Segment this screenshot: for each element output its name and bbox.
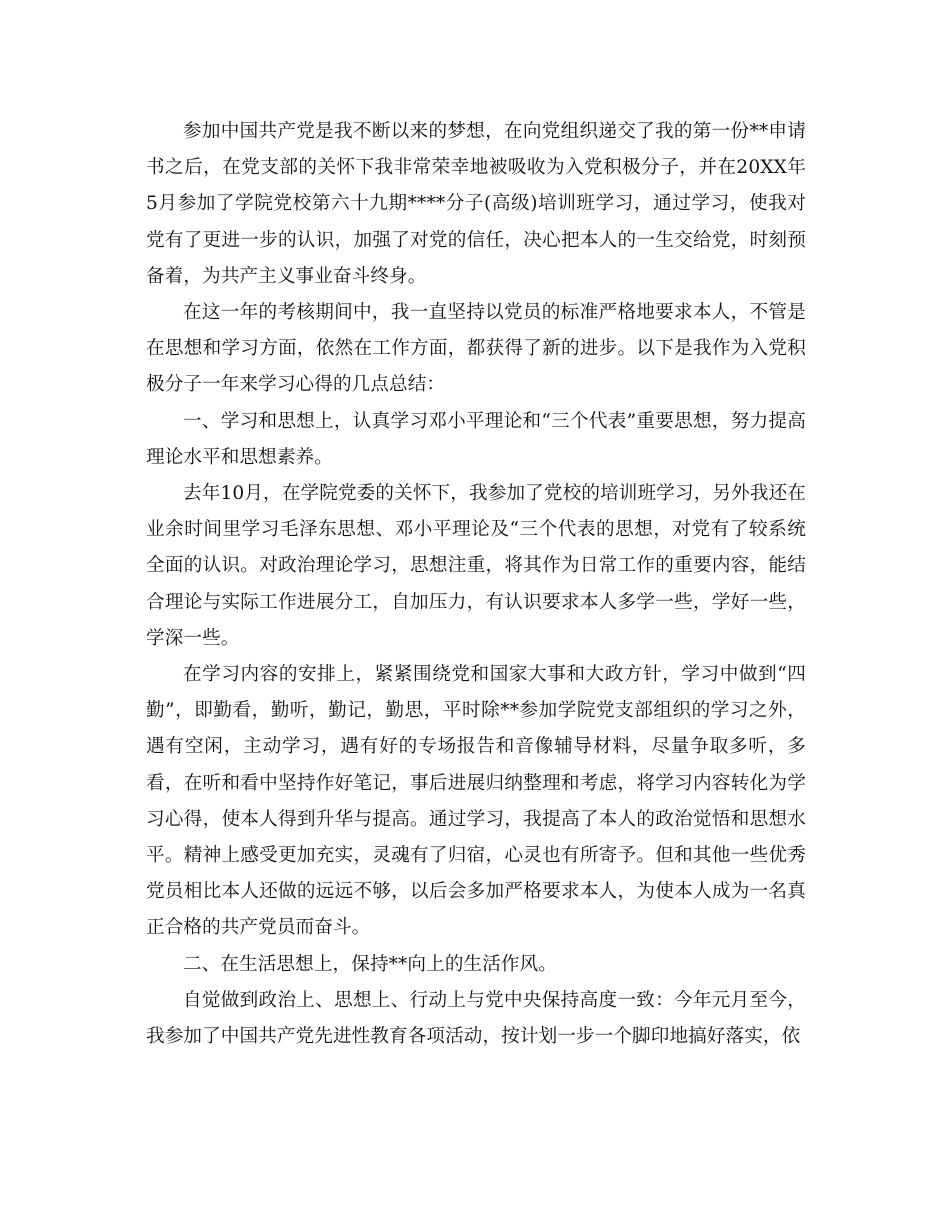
section-heading: 二、在生活思想上，保持**向上的生活作风。 [183, 953, 557, 975]
paragraph: 在学习内容的安排上，紧紧围绕党和国家大事和大政方针，学习中做到“四勤”，即勤看，勤听，勤记，勤思，平时除**参加学院党支部组织的学习之外，遇有空闲，主动学习，遇有好的专场报告和音像辅导材料，尽量争取多听，多看，在听和看中坚持作好笔记，事后进展归纳整理和考虑，将学习内容转化为学习心得，使本人得到升华与提高。通过学习，我提高了本人的政治觉悟和思想水平。精神上感受更加充实，灵魂有了归宿，心灵也有所寄予。但和其他一些优秀党员相比本人还做的远远不够，以后会多加严格要求本人，为使本人成为一名真正合格的共产党员而奋斗。 [146, 664, 806, 939]
paragraph: 参加中国共产党是我不断以来的梦想，在向党组织递交了我的第一份**申请书之后，在党支部的关怀下我非常荣幸地被吸收为入党积极分子，并在20XX年5月参加了学院党校第六十九期****分子(高级)培训班学习，通过学习，使我对党有了更进一步的认识，加强了对党的信任，决心把本人的一生交给党，时刻预备着，为共产主义事业奋斗终身。 [146, 121, 806, 287]
paragraph: 去年10月，在学院党委的关怀下，我参加了党校的培训班学习，另外我还在业余时间里学习毛泽东思想、邓小平理论及“三个代表的思想，对党有了较系统全面的认识。对政治理论学习，思想注重，将其作为日常工作的重要内容，能结合理论与实际工作进展分工，自加压力，有认识要求本人多学一些，学好一些，学深一些。 [146, 483, 806, 649]
paragraph: 在这一年的考核期间中，我一直坚持以党员的标准严格地要求本人，不管是在思想和学习方面，依然在工作方面，都获得了新的进步。以下是我作为入党积极分子一年来学习心得的几点总结： [146, 302, 806, 396]
paragraph: 自觉做到政治上、思想上、行动上与党中央保持高度一致：今年元月至今，我参加了中国共产党先进性教育各项活动，按计划一步一个脚印地搞好落实，依 [146, 989, 806, 1048]
section-heading: 一、学习和思想上，认真学习邓小平理论和“三个代表”重要思想，努力提高理论水平和思想素养。 [146, 410, 806, 468]
document-body [146, 114, 806, 1055]
